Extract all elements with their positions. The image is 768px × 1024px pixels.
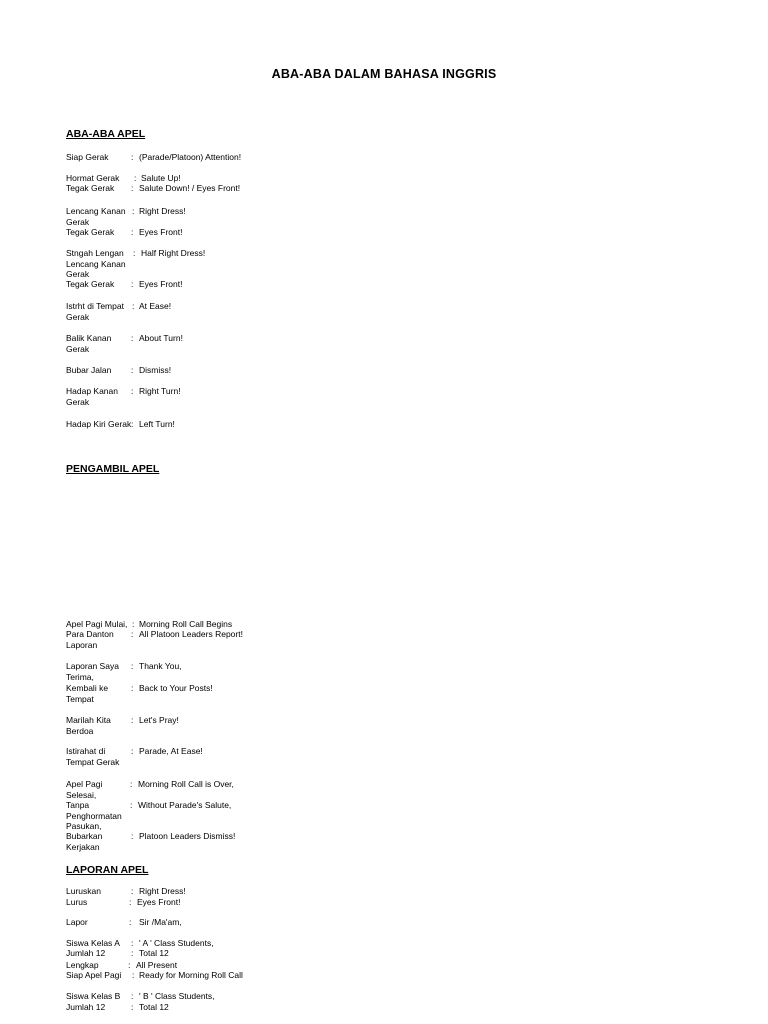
separator: :	[131, 386, 134, 396]
translation: All Present	[136, 960, 178, 970]
term: Siap Gerak	[66, 152, 109, 162]
term: Jumlah 12	[66, 948, 106, 958]
translation: Total 12	[139, 1002, 169, 1012]
separator: :	[130, 800, 133, 810]
translation: Let's Pray!	[139, 715, 179, 725]
separator: :	[133, 248, 136, 258]
term: Bubar Jalan	[66, 365, 112, 375]
translation: Eyes Front!	[139, 279, 183, 289]
separator: :	[131, 661, 134, 671]
term: Hadap Kanan Gerak	[66, 386, 118, 407]
separator: :	[131, 683, 134, 693]
separator: :	[131, 365, 134, 375]
separator: :	[132, 301, 135, 311]
separator: :	[131, 746, 134, 756]
term: Istrht di Tempat Gerak	[66, 301, 124, 322]
translation: Ready for Morning Roll Call	[139, 970, 243, 980]
separator: :	[131, 152, 134, 162]
term: Siswa Kelas B	[66, 991, 121, 1001]
translation: Right Dress!	[139, 886, 186, 896]
separator: :	[131, 938, 134, 948]
term: Apel Pagi Selesai,	[66, 779, 103, 800]
separator: :	[132, 206, 135, 216]
term: Tegak Gerak	[66, 227, 115, 237]
term: Siap Apel Pagi	[66, 970, 122, 980]
separator: :	[131, 227, 134, 237]
term: Luruskan	[66, 886, 101, 896]
term: Kembali ke Tempat	[66, 683, 109, 704]
separator: :	[131, 1002, 134, 1012]
translation: Total 12	[139, 948, 169, 958]
term: Balik Kanan Gerak	[66, 333, 112, 354]
separator: :	[130, 779, 133, 789]
translation: Platoon Leaders Dismiss!	[139, 831, 236, 841]
section-heading-laporan-apel: LAPORAN APEL	[66, 864, 149, 876]
translation: Back to Your Posts!	[139, 683, 213, 693]
translation: Half Right Dress!	[141, 248, 206, 258]
term: Tegak Gerak	[66, 279, 115, 289]
translation: ' B ' Class Students,	[139, 991, 215, 1001]
term: Marilah Kita Berdoa	[66, 715, 111, 736]
separator: :	[131, 948, 134, 958]
term: Siswa Kelas A	[66, 938, 120, 948]
term: Istirahat di Tempat Gerak	[66, 746, 120, 767]
translation: Right Turn!	[139, 386, 181, 396]
term: Apel Pagi Mulai,	[66, 619, 128, 629]
separator: :	[131, 419, 134, 429]
translation: Thank You,	[139, 661, 182, 671]
term: Lencang Kanan Gerak	[66, 206, 126, 227]
translation: Dismiss!	[139, 365, 172, 375]
separator: :	[131, 183, 134, 193]
section-heading-aba-aba-apel: ABA-ABA APEL	[66, 128, 146, 140]
translation: Eyes Front!	[139, 227, 183, 237]
separator: :	[134, 173, 137, 183]
translation: Left Turn!	[139, 419, 175, 429]
section-heading-pengambil-apel: PENGAMBIL APEL	[66, 463, 160, 475]
translation: Salute Up!	[141, 173, 181, 183]
separator: :	[131, 715, 134, 725]
translation: Without Parade's Salute,	[138, 800, 232, 810]
translation: All Platoon Leaders Report!	[139, 629, 243, 639]
separator: :	[128, 960, 131, 970]
translation: Morning Roll Call Begins	[139, 619, 233, 629]
translation: (Parade/Platoon) Attention!	[139, 152, 242, 162]
translation: At Ease!	[139, 301, 172, 311]
separator: :	[131, 333, 134, 343]
translation: Sir /Ma'am,	[139, 917, 182, 927]
term: Tegak Gerak	[66, 183, 115, 193]
term: Jumlah 12	[66, 1002, 106, 1012]
translation: Right Dress!	[139, 206, 186, 216]
term: Tanpa Penghormatan Pasukan,	[66, 800, 122, 832]
translation: Morning Roll Call is Over,	[138, 779, 234, 789]
page-title: ABA-ABA DALAM BAHASA INGGRIS	[271, 67, 497, 81]
separator: :	[129, 917, 132, 927]
separator: :	[131, 831, 134, 841]
translation: About Turn!	[139, 333, 183, 343]
term: Lapor	[66, 917, 88, 927]
separator: :	[131, 886, 134, 896]
separator: :	[131, 629, 134, 639]
term: Hormat Gerak	[66, 173, 120, 183]
term: Lurus	[66, 897, 88, 907]
term: Laporan Saya Terima,	[66, 661, 119, 682]
term: Para Danton Laporan	[66, 629, 114, 650]
term: Bubarkan Kerjakan	[66, 831, 103, 852]
separator: :	[132, 619, 135, 629]
translation: Eyes Front!	[137, 897, 181, 907]
term: Hadap Kiri Gerak	[66, 419, 132, 429]
separator: :	[132, 970, 135, 980]
separator: :	[131, 991, 134, 1001]
separator: :	[131, 279, 134, 289]
separator: :	[129, 897, 132, 907]
translation: Parade, At Ease!	[139, 746, 203, 756]
translation: ' A ' Class Students,	[139, 938, 214, 948]
term: Stngah Lengan Lencang Kanan Gerak	[66, 248, 126, 280]
term: Lengkap	[66, 960, 99, 970]
translation: Salute Down! / Eyes Front!	[139, 183, 241, 193]
